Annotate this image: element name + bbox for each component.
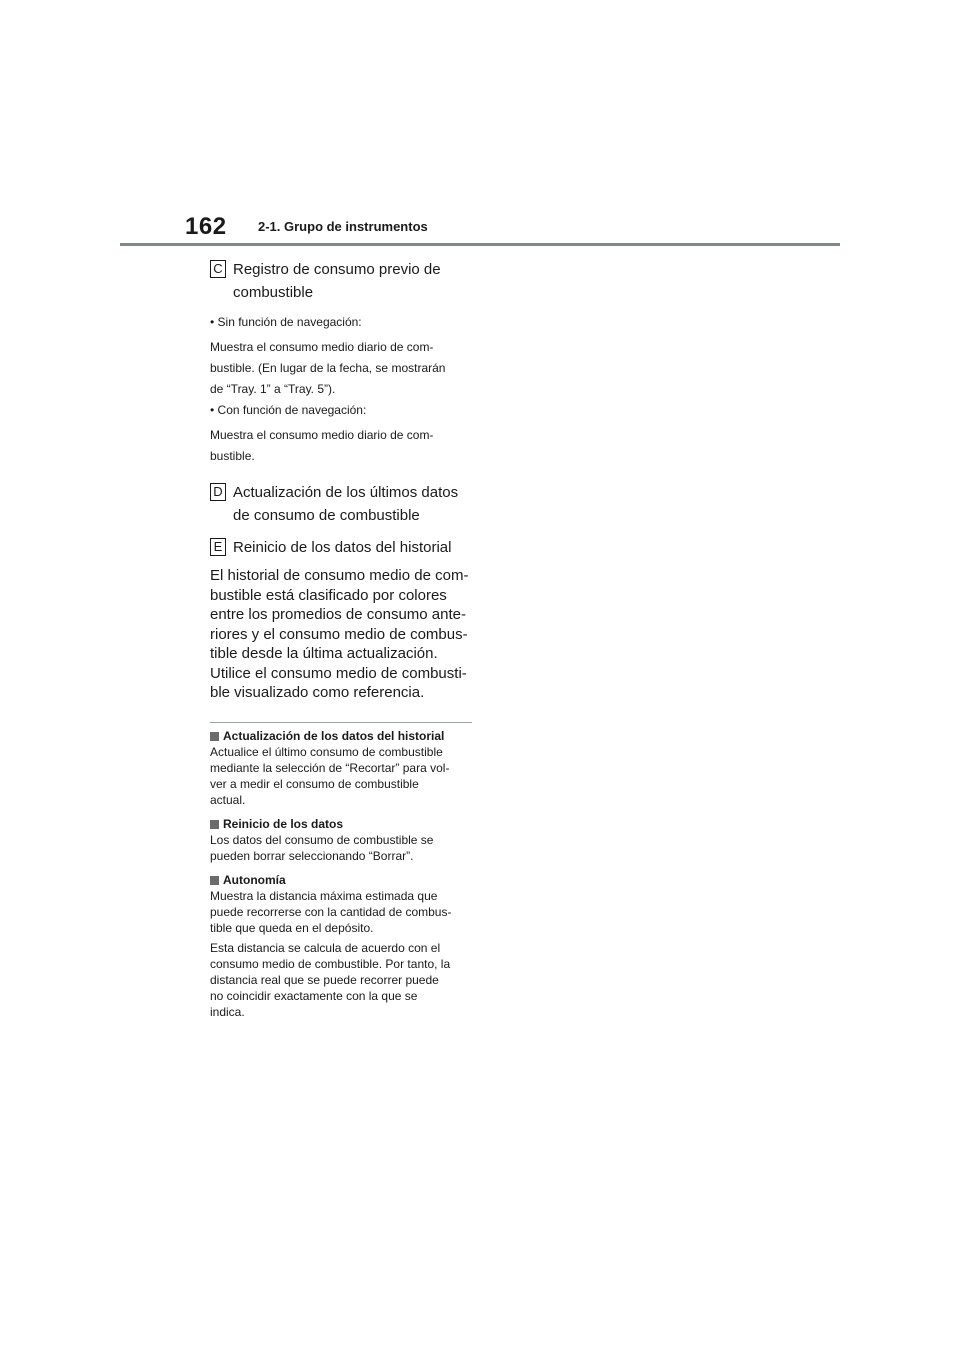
square-bullet-icon bbox=[210, 820, 219, 829]
item-c-marker: C bbox=[210, 260, 226, 278]
note-3-title: Autonomía bbox=[210, 873, 472, 888]
note-3-text-1: Muestra la distancia máxima estimada que puede recorrerse con la cantidad de combus- tible que queda en el depósito. bbox=[210, 888, 452, 935]
item-c-title: Registro de consumo previo de combustible bbox=[233, 261, 441, 301]
note-1-text: Actualice el último consumo de combustible mediante la selección de “Recortar” para vol- ver a medir el consumo de combustible actual. bbox=[210, 744, 450, 807]
item-c-heading bbox=[210, 258, 472, 304]
item-d-title: Actualización de los últimos datos de consumo de combustible bbox=[233, 484, 459, 524]
note-1-title: Actualización de los datos del historial bbox=[210, 729, 472, 744]
item-e-marker: E bbox=[210, 538, 226, 556]
note-3-text-2: Esta distancia se calcula de acuerdo con el consumo medio de combustible. Por tanto, la distancia real que se puede recorrer puede no coincidir exactamente con la que se indica. bbox=[210, 940, 451, 1019]
body-paragraph: El historial de consumo medio de com- bustible está clasificado por colores entre los promedios de consumo ante- riores y el consumo medio de combus- tible desde la última actualización. Utilice el consumo medio de combusti- ble visualizado como referencia. bbox=[210, 567, 469, 701]
item-c-bullet-1: • Sin función de navegación: bbox=[210, 315, 362, 329]
square-bullet-icon bbox=[210, 732, 219, 741]
note-2-text: Los datos del consumo de combustible se pueden borrar seleccionando “Borrar”. bbox=[210, 832, 434, 863]
main-column bbox=[210, 258, 472, 1020]
square-bullet-icon bbox=[210, 876, 219, 885]
item-d-heading bbox=[210, 481, 472, 527]
item-c-bullet-2: • Con función de navegación: bbox=[210, 403, 367, 417]
item-e-heading bbox=[210, 536, 472, 559]
item-c-text-1: Muestra el consumo medio diario de com- bustible. (En lugar de la fecha, se mostrarán de “Tray. 1” a “Tray. 5”). bbox=[210, 340, 446, 396]
section-title: 2-1. Grupo de instrumentos bbox=[258, 219, 428, 234]
item-d-marker: D bbox=[210, 483, 226, 501]
page-number: 162 bbox=[185, 213, 227, 240]
header-rule bbox=[120, 243, 840, 246]
note-2-title: Reinicio de los datos bbox=[210, 817, 472, 832]
item-e-title: Reinicio de los datos del historial bbox=[233, 539, 452, 556]
item-c-text-2: Muestra el consumo medio diario de com- bustible. bbox=[210, 428, 434, 463]
